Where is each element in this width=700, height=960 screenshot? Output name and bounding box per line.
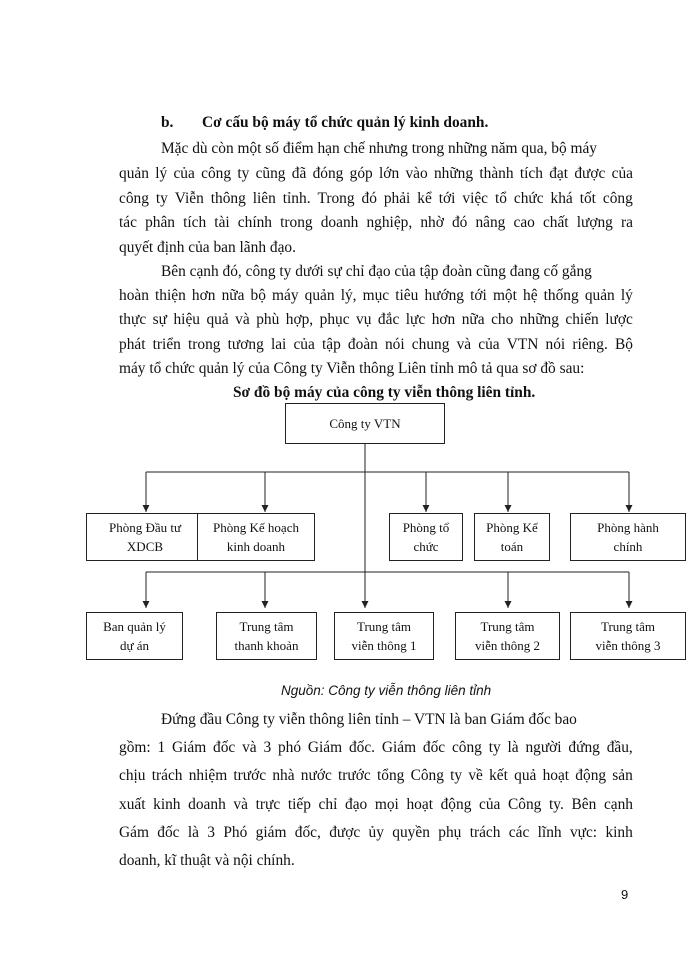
word: nhờ bbox=[420, 214, 444, 231]
word: đầu, bbox=[606, 739, 633, 756]
word: của bbox=[173, 165, 195, 182]
unit-label-line1: Trung tâm bbox=[356, 619, 412, 634]
org-unit-box bbox=[334, 612, 434, 660]
word: nhiệm bbox=[188, 767, 228, 784]
word: đạt bbox=[549, 165, 569, 182]
word: của bbox=[478, 336, 500, 353]
word: lý bbox=[620, 287, 633, 304]
word: đoàn bbox=[347, 336, 378, 353]
org-dept-box bbox=[86, 513, 204, 561]
dept-label-line1: Phòng Kế bbox=[486, 520, 538, 535]
word: quyền bbox=[392, 824, 430, 841]
para3-line-1: Đứng đầu Công ty viễn thông liên tỉnh – VTN là ban Giám đốc bao bbox=[161, 711, 577, 728]
word: tương bbox=[227, 336, 264, 353]
word: đốc, bbox=[294, 824, 321, 841]
word: lý, bbox=[340, 287, 357, 304]
word: trực bbox=[255, 796, 281, 813]
word: kinh bbox=[153, 796, 181, 813]
word: tài bbox=[214, 214, 230, 231]
word: Trong bbox=[317, 190, 355, 207]
word: ty bbox=[155, 190, 168, 207]
word: là bbox=[187, 824, 199, 841]
word: hoàn bbox=[119, 287, 149, 304]
word: người bbox=[525, 739, 562, 756]
word: lượng bbox=[576, 214, 613, 231]
word: đứng bbox=[568, 739, 600, 756]
word: bộ bbox=[250, 287, 266, 304]
word: nâng bbox=[475, 214, 506, 231]
dept-label-line2: kinh doanh bbox=[226, 539, 286, 554]
word: góp bbox=[349, 165, 373, 182]
word: phân bbox=[145, 214, 175, 231]
word: được bbox=[329, 824, 361, 841]
word: ra bbox=[620, 214, 633, 231]
word: phụ bbox=[438, 824, 462, 841]
para3-line-6: doanh, kĩ thuật và nội chính. bbox=[119, 852, 295, 869]
word: phục bbox=[319, 311, 350, 328]
word: đó bbox=[451, 214, 468, 231]
word: sản bbox=[612, 767, 633, 784]
word: Phó bbox=[223, 824, 248, 841]
word: của bbox=[611, 165, 633, 182]
word: ty. bbox=[549, 796, 564, 813]
word: tổng bbox=[376, 767, 405, 784]
word: Giám bbox=[381, 739, 417, 756]
word: kết bbox=[489, 767, 508, 784]
word: quản bbox=[584, 287, 615, 304]
unit-label-line1: Ban quản lý bbox=[103, 619, 166, 634]
word: Giám bbox=[172, 739, 207, 756]
word: mục bbox=[362, 287, 390, 304]
word: nữa bbox=[221, 287, 245, 304]
para1-line-1: Mặc dù còn một số điểm hạn chế nhưng trong những năm qua, bộ máy bbox=[161, 140, 597, 157]
word: tiêu bbox=[395, 287, 419, 304]
word: chiến bbox=[565, 311, 599, 328]
word: đã bbox=[291, 165, 307, 182]
org-dept-box bbox=[389, 513, 463, 561]
word: tổ bbox=[494, 190, 507, 207]
word: hoạt bbox=[406, 796, 433, 813]
dept-label-line2: XDCB bbox=[126, 539, 164, 554]
word: lớn bbox=[379, 165, 400, 182]
unit-label-line2: thanh khoản bbox=[234, 638, 299, 653]
word: phải bbox=[383, 190, 411, 207]
para1-line-5: quyết định của ban lãnh đạo. bbox=[119, 239, 296, 256]
word: doanh bbox=[188, 796, 226, 813]
word: công bbox=[201, 165, 232, 182]
word: giám bbox=[255, 824, 287, 841]
word: một bbox=[492, 287, 517, 304]
word: trong bbox=[280, 214, 313, 231]
word: chung bbox=[411, 336, 450, 353]
page-number: 9 bbox=[621, 887, 629, 902]
word: tới bbox=[470, 287, 487, 304]
unit-label-line1: Trung tâm bbox=[480, 619, 535, 634]
section-number: b. bbox=[161, 114, 174, 131]
word: tích bbox=[183, 214, 207, 231]
word: cũng bbox=[255, 165, 286, 182]
word: công bbox=[602, 190, 633, 207]
word: thống bbox=[543, 287, 579, 304]
word: đạo bbox=[345, 796, 368, 813]
word: đốc. bbox=[348, 739, 376, 756]
word: công bbox=[451, 739, 482, 756]
word: Viễn bbox=[174, 190, 204, 207]
word: thực bbox=[119, 311, 147, 328]
word: vào bbox=[405, 165, 428, 182]
unit-label-line2: dự án bbox=[119, 638, 150, 653]
word: thông bbox=[210, 190, 246, 207]
word: doanh bbox=[320, 214, 359, 231]
word: cạnh bbox=[603, 796, 633, 813]
word: quản bbox=[304, 287, 335, 304]
word: cao bbox=[513, 214, 535, 231]
word: 3 bbox=[207, 824, 215, 841]
word: hoạt bbox=[542, 767, 570, 784]
word: tỉnh. bbox=[282, 190, 311, 207]
word: quản bbox=[119, 165, 149, 182]
word: mọi bbox=[374, 796, 399, 813]
word: hướng bbox=[424, 287, 465, 304]
para2-line-1: Bên cạnh đó, công ty dưới sự chỉ đạo của tập đoàn cũng đang cố gắng bbox=[161, 263, 592, 280]
word: sự bbox=[152, 311, 167, 328]
word: động bbox=[575, 767, 607, 784]
para3-line-3 bbox=[119, 766, 633, 786]
word: đóng bbox=[312, 165, 344, 182]
word: các bbox=[508, 824, 530, 841]
para3-line-4 bbox=[119, 795, 633, 815]
word: Giám bbox=[307, 739, 343, 756]
word: kể bbox=[417, 190, 432, 207]
word: và bbox=[235, 311, 250, 328]
word: lai bbox=[270, 336, 287, 353]
word: đốc bbox=[213, 739, 236, 756]
dept-label-line2: toán bbox=[500, 539, 524, 554]
para3-line-5 bbox=[119, 823, 633, 843]
word: tốt bbox=[579, 190, 596, 207]
word: riêng. bbox=[572, 336, 608, 353]
word: khá bbox=[550, 190, 573, 207]
org-unit-box bbox=[216, 612, 317, 660]
word: gồm: bbox=[119, 739, 151, 756]
word: chỉ bbox=[318, 796, 338, 813]
unit-label-line1: Trung tâm bbox=[239, 619, 294, 634]
word: chính bbox=[237, 214, 272, 231]
word: máy bbox=[272, 287, 299, 304]
word: Gám bbox=[119, 824, 149, 841]
word: Công bbox=[508, 796, 542, 813]
word: về bbox=[468, 767, 483, 784]
word: trước bbox=[233, 767, 267, 784]
word: tập bbox=[321, 336, 341, 353]
word: động bbox=[440, 796, 472, 813]
word: chức bbox=[513, 190, 544, 207]
word: trách bbox=[469, 824, 501, 841]
org-root-box bbox=[285, 403, 445, 444]
word: và bbox=[456, 336, 472, 353]
para2-line-5: máy tổ chức quản lý của Công ty Viễn thông Liên tỉnh mô tả qua sơ đồ sau: bbox=[119, 360, 585, 377]
word: ty bbox=[488, 739, 501, 756]
word: hiệu bbox=[173, 311, 200, 328]
word: trước bbox=[338, 767, 371, 784]
dept-label-line2: chính bbox=[613, 539, 643, 554]
org-root-label: Công ty VTN bbox=[329, 416, 401, 431]
word: và bbox=[242, 739, 257, 756]
org-dept-box bbox=[474, 513, 550, 561]
word: đốc bbox=[422, 739, 446, 756]
word: VTN bbox=[506, 336, 539, 353]
dept-label-line1: Phòng Kế hoạch bbox=[213, 520, 299, 535]
word: hệ bbox=[523, 287, 538, 304]
word: tích bbox=[519, 165, 543, 182]
word: ty bbox=[450, 767, 463, 784]
word: nói bbox=[384, 336, 405, 353]
section-heading: Cơ cấu bộ máy tổ chức quản lý kinh doanh. bbox=[202, 114, 489, 131]
word: chất bbox=[542, 214, 569, 231]
word: tiếp bbox=[287, 796, 311, 813]
word: lược bbox=[605, 311, 633, 328]
word: phù bbox=[256, 311, 280, 328]
word: của bbox=[293, 336, 315, 353]
org-unit-box bbox=[86, 612, 183, 660]
chart-source: Nguồn: Công ty viễn thông liên tỉnh bbox=[281, 683, 492, 698]
word: nhà bbox=[272, 767, 295, 784]
unit-label-line1: Trung tâm bbox=[600, 619, 656, 634]
word: trong bbox=[188, 336, 221, 353]
word: ty bbox=[237, 165, 250, 182]
word: nói bbox=[545, 336, 566, 353]
unit-label-line2: viễn thông 1 bbox=[351, 638, 417, 653]
word: ủy bbox=[368, 824, 384, 841]
org-unit-box bbox=[570, 612, 686, 660]
word: những bbox=[519, 311, 559, 328]
word: quả bbox=[514, 767, 537, 784]
word: liên bbox=[252, 190, 276, 207]
word: tới bbox=[438, 190, 456, 207]
word: được bbox=[574, 165, 606, 182]
word: đó bbox=[361, 190, 377, 207]
word: kinh bbox=[605, 824, 633, 841]
word: cho bbox=[491, 311, 514, 328]
word: Bộ bbox=[614, 336, 633, 353]
word: nghiệp, bbox=[366, 214, 413, 231]
word: đốc bbox=[157, 824, 180, 841]
dept-label-line1: Phòng hành bbox=[597, 520, 659, 535]
chart-title: Sơ đồ bộ máy của công ty viễn thông liên tỉnh. bbox=[233, 384, 536, 401]
para3-line-2 bbox=[119, 738, 633, 758]
word: thiện bbox=[155, 287, 186, 304]
word: Bên bbox=[571, 796, 597, 813]
unit-label-line2: viễn thông 3 bbox=[595, 638, 661, 653]
word: triển bbox=[152, 336, 181, 353]
word: nước bbox=[300, 767, 332, 784]
word: 3 bbox=[263, 739, 272, 756]
word: thành bbox=[479, 165, 514, 182]
word: việc bbox=[462, 190, 489, 207]
org-dept-box bbox=[570, 513, 686, 561]
word: tác bbox=[119, 214, 137, 231]
word: xuất bbox=[119, 796, 146, 813]
word: lý bbox=[155, 165, 168, 182]
word: và bbox=[233, 796, 248, 813]
word: nữa bbox=[461, 311, 485, 328]
word: hợp, bbox=[285, 311, 314, 328]
word: quả bbox=[206, 311, 229, 328]
word: Công bbox=[410, 767, 444, 784]
word: vụ bbox=[356, 311, 372, 328]
word: công bbox=[119, 190, 149, 207]
org-unit-box bbox=[455, 612, 560, 660]
dept-label-line1: Phòng Đầu tư bbox=[108, 520, 182, 535]
word: là bbox=[507, 739, 519, 756]
word: vực: bbox=[569, 824, 598, 841]
dept-label-line2: chức bbox=[413, 539, 439, 554]
word: đắc bbox=[377, 311, 400, 328]
dept-label-line1: Phòng tổ bbox=[402, 520, 450, 535]
word: lĩnh bbox=[537, 824, 562, 841]
word: lực bbox=[405, 311, 426, 328]
word: 1 bbox=[157, 739, 166, 756]
word: trách bbox=[151, 767, 183, 784]
word: phát bbox=[119, 336, 146, 353]
word: phó bbox=[277, 739, 302, 756]
word: những bbox=[433, 165, 474, 182]
org-dept-box bbox=[197, 513, 315, 561]
word: hơn bbox=[431, 311, 456, 328]
word: chịu bbox=[119, 767, 146, 784]
unit-label-line2: viễn thông 2 bbox=[475, 638, 540, 653]
word: hơn bbox=[191, 287, 216, 304]
word: của bbox=[479, 796, 501, 813]
